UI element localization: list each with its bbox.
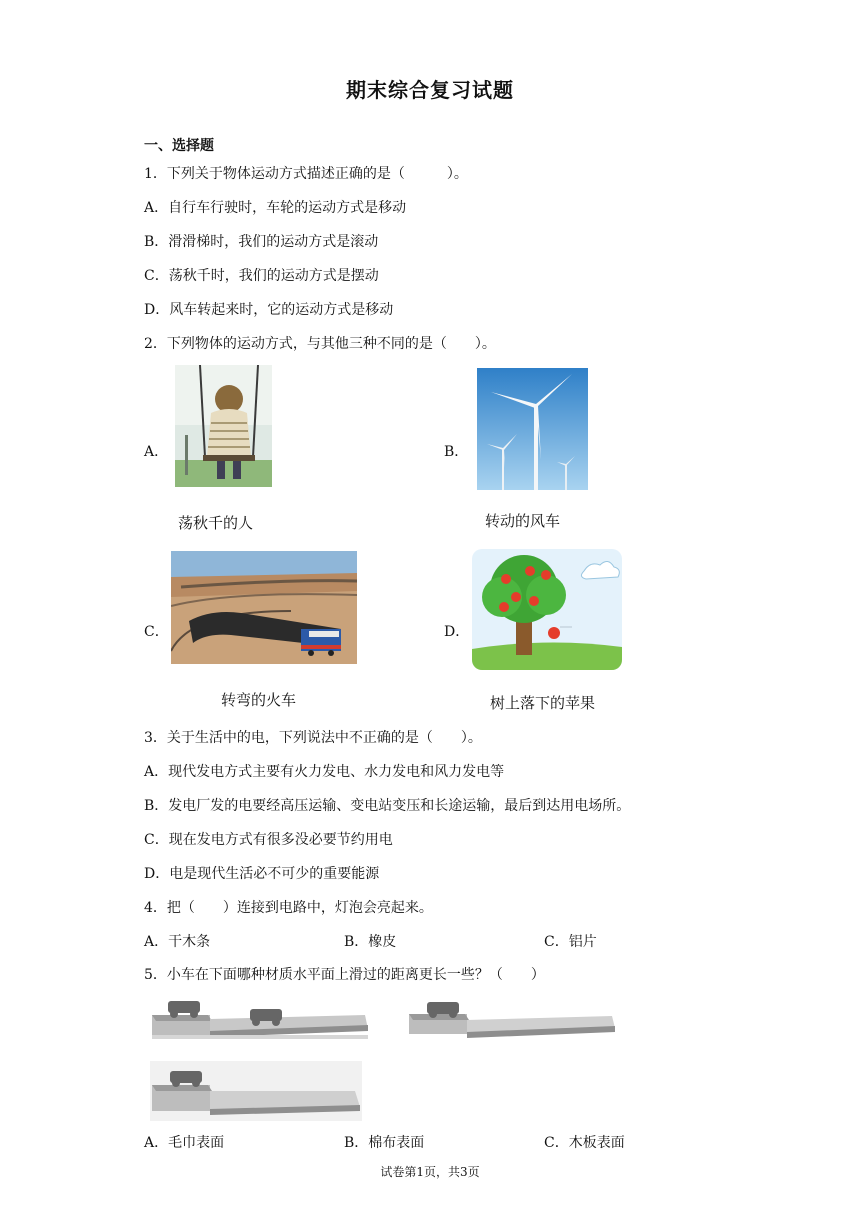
windmill-image	[477, 368, 588, 490]
q4-option-b: B．橡皮	[344, 934, 397, 950]
q3-stem: 3．关于生活中的电，下列说法中不正确的是（ ）。	[144, 730, 482, 746]
train-image	[171, 551, 357, 664]
q3-option-c: C．现在发电方式有很多没必要节约用电	[144, 832, 393, 848]
q1-option-b: B．滑滑梯时，我们的运动方式是滚动	[144, 234, 379, 250]
q5-stem: 5．小车在下面哪种材质水平面上滑过的距离更长一些？（ ）	[144, 967, 545, 983]
q2-caption-a: 荡秋千的人	[178, 514, 254, 532]
q5-option-b: B．棉布表面	[344, 1135, 425, 1151]
q2-stem: 2．下列物体的运动方式，与其他三种不同的是（ ）。	[144, 336, 496, 352]
ramp-cloth-image	[407, 998, 619, 1042]
section-heading: 一、选择题	[144, 138, 214, 154]
q1-stem: 1．下列关于物体运动方式描述正确的是（ ）。	[144, 166, 468, 182]
q2-option-a-label: A．	[144, 444, 169, 460]
q4-option-a: A．干木条	[144, 934, 211, 950]
q1-option-a: A．自行车行驶时，车轮的运动方式是移动	[144, 200, 407, 216]
q3-option-a: A．现代发电方式主要有火力发电、水力发电和风力发电等	[144, 764, 505, 780]
apple-tree-image	[472, 549, 622, 670]
q3-option-b: B．发电厂发的电要经高压运输、变电站变压和长途运输，最后到达用电场所。	[144, 798, 631, 814]
q2-caption-d: 树上落下的苹果	[490, 694, 596, 712]
page-footer: 试卷第1页，共3页	[380, 1165, 480, 1179]
ramp-wood-image	[150, 1061, 362, 1121]
q5-option-c: C．木板表面	[544, 1135, 625, 1151]
q2-option-c-label: C．	[144, 624, 169, 640]
q1-option-d: D．风车转起来时，它的运动方式是移动	[144, 302, 394, 318]
q2-option-d-label: D．	[444, 624, 470, 640]
q2-caption-c: 转弯的火车	[221, 691, 297, 709]
page-title: 期末综合复习试题	[346, 78, 514, 102]
q4-stem: 4．把（ ）连接到电路中，灯泡会亮起来。	[144, 900, 433, 916]
q2-option-b-label: B．	[444, 444, 469, 460]
ramp-towel-image	[150, 995, 372, 1041]
q5-option-a: A．毛巾表面	[144, 1135, 225, 1151]
q3-option-d: D．电是现代生活必不可少的重要能源	[144, 866, 380, 882]
q1-option-c: C．荡秋千时，我们的运动方式是摆动	[144, 268, 379, 284]
swing-girl-image	[175, 365, 272, 487]
q4-option-c: C．铝片	[544, 934, 597, 950]
q2-caption-b: 转动的风车	[485, 512, 561, 530]
